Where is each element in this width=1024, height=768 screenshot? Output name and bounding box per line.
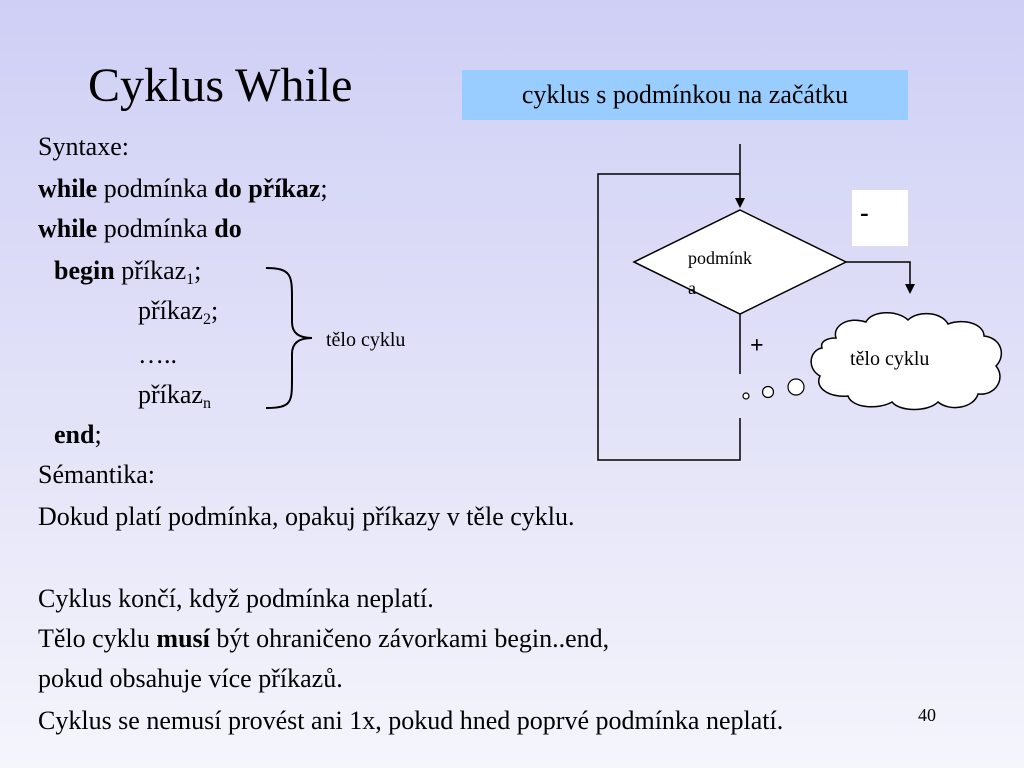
bubble-small xyxy=(743,393,749,399)
semantics-text: být ohraničeno závorkami begin..end, xyxy=(209,624,610,653)
semantics-text: Tělo cyklu xyxy=(38,624,157,653)
subscript: 1 xyxy=(186,271,195,288)
loop-back-line xyxy=(598,174,740,460)
syntax-text: příkaz xyxy=(114,256,187,285)
syntax-text: příkaz xyxy=(138,296,203,325)
subtitle-box: cyklus s podmínkou na začátku xyxy=(462,70,908,120)
curly-brace xyxy=(266,268,312,408)
brace-label: tělo cyklu xyxy=(326,329,406,351)
keyword-do-prikaz: do příkaz xyxy=(214,174,321,203)
bubble-large xyxy=(788,379,804,395)
syntax-text: podmínka xyxy=(97,174,215,203)
subscript: n xyxy=(202,395,211,412)
keyword-end: end xyxy=(54,420,95,449)
cloud-label: tělo cyklu xyxy=(850,348,930,370)
keyword-while: while xyxy=(38,214,98,243)
syntax-line-5: ….. xyxy=(138,340,177,369)
semicolon: ; xyxy=(194,256,202,285)
keyword-begin: begin xyxy=(54,256,115,285)
semantics-line-2: Cyklus končí, když podmínka neplatí. xyxy=(38,584,434,613)
semicolon: ; xyxy=(210,296,219,325)
bubble-medium xyxy=(763,387,774,398)
semicolon: ; xyxy=(320,174,328,203)
slide-title: Cyklus While xyxy=(88,59,353,112)
syntax-heading: Syntaxe: xyxy=(38,132,129,161)
semantics-line-4: pokud obsahuje více příkazů. xyxy=(38,664,343,693)
false-branch-arrow xyxy=(846,262,910,292)
condition-label-line-2: a xyxy=(688,278,696,298)
semantics-line-5: Cyklus se nemusí provést ani 1x, pokud hned poprvé podmínka neplatí. xyxy=(38,706,784,735)
semantics-line-1: Dokud platí podmínka, opakuj příkazy v těle cyklu. xyxy=(38,502,575,531)
subscript: 2 xyxy=(202,311,211,328)
syntax-text: příkaz xyxy=(138,380,203,409)
syntax-text: podmínka xyxy=(97,214,215,243)
semicolon: ; xyxy=(94,420,102,449)
semantics-heading: Sémantika: xyxy=(38,460,155,489)
keyword-while: while xyxy=(38,174,98,203)
page-number: 40 xyxy=(918,705,936,725)
false-label: - xyxy=(860,198,869,227)
true-label: + xyxy=(750,333,764,359)
keyword-musi: musí xyxy=(156,624,210,653)
keyword-do: do xyxy=(214,214,242,243)
condition-label-line-1: podmínk xyxy=(688,248,753,268)
